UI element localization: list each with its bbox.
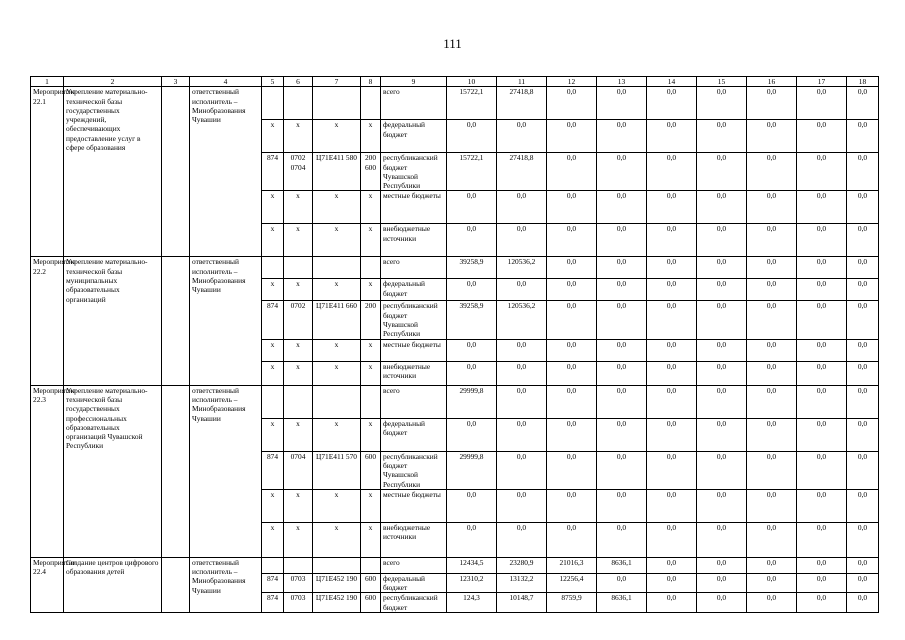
- funding-source-cell: федеральный бюджет: [381, 418, 447, 451]
- value-cell: 0,0: [697, 120, 747, 153]
- expense-type-cell: [361, 385, 381, 418]
- value-cell: 0,0: [797, 557, 847, 573]
- value-cell: 0,0: [597, 361, 647, 385]
- value-cell: 0,0: [447, 279, 497, 301]
- expense-type-cell: [361, 257, 381, 279]
- value-cell: 0,0: [797, 224, 847, 257]
- header-cell: 7: [313, 77, 361, 87]
- expense-type-cell: х: [361, 191, 381, 224]
- value-cell: 0,0: [697, 224, 747, 257]
- value-cell: 0,0: [547, 339, 597, 361]
- target-article-cell: [313, 557, 361, 573]
- value-cell: 0,0: [647, 361, 697, 385]
- target-article-cell: Ц71Е452 190: [313, 573, 361, 593]
- value-cell: 0,0: [547, 191, 597, 224]
- target-article-cell: х: [313, 522, 361, 557]
- header-cell: 2: [64, 77, 162, 87]
- funding-source-cell: республиканский бюджет Чувашской Республики: [381, 153, 447, 191]
- value-cell: 0,0: [747, 573, 797, 593]
- value-cell: 0,0: [797, 573, 847, 593]
- value-cell: 0,0: [447, 224, 497, 257]
- target-article-cell: Ц71Е411 660: [313, 301, 361, 339]
- value-cell: 0,0: [497, 191, 547, 224]
- value-cell: 0,0: [797, 361, 847, 385]
- value-cell: 0,0: [697, 451, 747, 489]
- target-article-cell: х: [313, 339, 361, 361]
- value-cell: 0,0: [497, 489, 547, 522]
- section-code-cell: х: [284, 224, 313, 257]
- value-cell: 0,0: [697, 339, 747, 361]
- value-cell: 0,0: [547, 257, 597, 279]
- value-cell: 8759,9: [547, 593, 597, 613]
- value-cell: 0,0: [597, 451, 647, 489]
- value-cell: 0,0: [447, 522, 497, 557]
- value-cell: 12434,5: [447, 557, 497, 573]
- value-cell: 0,0: [647, 489, 697, 522]
- value-cell: 0,0: [847, 279, 879, 301]
- value-cell: 0,0: [847, 489, 879, 522]
- grbs-code-cell: [262, 257, 284, 279]
- expense-type-cell: 200: [361, 301, 381, 339]
- value-cell: 0,0: [647, 224, 697, 257]
- value-cell: 0,0: [597, 120, 647, 153]
- value-cell: 0,0: [547, 224, 597, 257]
- header-cell: 1: [31, 77, 64, 87]
- section-code-cell: х: [284, 522, 313, 557]
- value-cell: 0,0: [597, 301, 647, 339]
- value-cell: 0,0: [747, 301, 797, 339]
- value-cell: 0,0: [547, 522, 597, 557]
- header-row: [31, 77, 879, 87]
- header-cell: 4: [190, 77, 262, 87]
- value-cell: 0,0: [547, 489, 597, 522]
- value-cell: 0,0: [697, 385, 747, 418]
- value-cell: 0,0: [597, 573, 647, 593]
- value-cell: 0,0: [747, 361, 797, 385]
- grbs-code-cell: х: [262, 361, 284, 385]
- value-cell: 0,0: [647, 279, 697, 301]
- value-cell: 0,0: [747, 451, 797, 489]
- value-cell: 0,0: [747, 191, 797, 224]
- expense-type-cell: 600: [361, 573, 381, 593]
- value-cell: 12310,2: [447, 573, 497, 593]
- budget-table: [30, 76, 879, 613]
- value-cell: 0,0: [747, 224, 797, 257]
- funding-source-cell: местные бюджеты: [381, 339, 447, 361]
- value-cell: 0,0: [647, 191, 697, 224]
- target-article-cell: Ц71Е411 570: [313, 451, 361, 489]
- value-cell: 0,0: [697, 279, 747, 301]
- value-cell: 0,0: [497, 451, 547, 489]
- value-cell: 0,0: [647, 87, 697, 120]
- measure-label: Мероприятие 22.2: [31, 257, 64, 385]
- value-cell: 0,0: [647, 593, 697, 613]
- value-cell: 0,0: [647, 339, 697, 361]
- target-article-cell: х: [313, 224, 361, 257]
- section-code-cell: х: [284, 191, 313, 224]
- value-cell: 0,0: [497, 120, 547, 153]
- target-article-cell: [313, 257, 361, 279]
- expense-type-cell: х: [361, 361, 381, 385]
- section-code-cell: [284, 257, 313, 279]
- funding-source-cell: республиканский бюджет: [381, 593, 447, 613]
- value-cell: 0,0: [647, 153, 697, 191]
- value-cell: 27418,8: [497, 87, 547, 120]
- value-cell: 13132,2: [497, 573, 547, 593]
- value-cell: 0,0: [697, 153, 747, 191]
- grbs-code-cell: х: [262, 191, 284, 224]
- grbs-code-cell: [262, 385, 284, 418]
- value-cell: 0,0: [797, 339, 847, 361]
- expense-type-cell: 600: [361, 451, 381, 489]
- value-cell: 0,0: [697, 87, 747, 120]
- expense-type-cell: х: [361, 489, 381, 522]
- grbs-code-cell: 874: [262, 573, 284, 593]
- value-cell: 0,0: [697, 593, 747, 613]
- value-cell: 0,0: [547, 385, 597, 418]
- value-cell: 0,0: [547, 301, 597, 339]
- grbs-code-cell: х: [262, 522, 284, 557]
- value-cell: 0,0: [797, 279, 847, 301]
- value-cell: 0,0: [797, 301, 847, 339]
- header-cell: 10: [447, 77, 497, 87]
- header-cell: 6: [284, 77, 313, 87]
- value-cell: 0,0: [597, 257, 647, 279]
- value-cell: 0,0: [847, 191, 879, 224]
- value-cell: 0,0: [497, 224, 547, 257]
- header-cell: 15: [697, 77, 747, 87]
- funding-source-cell: внебюджетные источники: [381, 224, 447, 257]
- value-cell: 0,0: [747, 279, 797, 301]
- value-cell: 0,0: [547, 451, 597, 489]
- grbs-code-cell: х: [262, 120, 284, 153]
- value-cell: 0,0: [447, 120, 497, 153]
- value-cell: 0,0: [597, 87, 647, 120]
- section-code-cell: х: [284, 339, 313, 361]
- value-cell: 0,0: [747, 557, 797, 573]
- section-code-cell: х: [284, 120, 313, 153]
- expense-type-cell: х: [361, 339, 381, 361]
- value-cell: 0,0: [597, 339, 647, 361]
- value-cell: 0,0: [697, 301, 747, 339]
- expense-type-cell: [361, 557, 381, 573]
- funding-source-cell: всего: [381, 87, 447, 120]
- value-cell: 0,0: [797, 257, 847, 279]
- measure-col3: [162, 385, 190, 557]
- value-cell: 0,0: [847, 573, 879, 593]
- grbs-code-cell: х: [262, 279, 284, 301]
- value-cell: 10148,7: [497, 593, 547, 613]
- header-cell: 17: [797, 77, 847, 87]
- value-cell: 0,0: [497, 385, 547, 418]
- value-cell: 29999,8: [447, 385, 497, 418]
- value-cell: 0,0: [847, 361, 879, 385]
- value-cell: 0,0: [647, 301, 697, 339]
- expense-type-cell: х: [361, 279, 381, 301]
- value-cell: 15722,1: [447, 87, 497, 120]
- value-cell: 23280,9: [497, 557, 547, 573]
- section-code-cell: [284, 87, 313, 120]
- value-cell: 0,0: [847, 224, 879, 257]
- value-cell: 0,0: [697, 489, 747, 522]
- value-cell: 0,0: [697, 557, 747, 573]
- value-cell: 0,0: [547, 361, 597, 385]
- funding-source-cell: всего: [381, 385, 447, 418]
- value-cell: 0,0: [647, 120, 697, 153]
- value-cell: 0,0: [547, 418, 597, 451]
- value-cell: 0,0: [797, 87, 847, 120]
- value-cell: 0,0: [597, 279, 647, 301]
- section-code-cell: 0702: [284, 301, 313, 339]
- target-article-cell: х: [313, 191, 361, 224]
- value-cell: 0,0: [697, 522, 747, 557]
- value-cell: 0,0: [597, 489, 647, 522]
- value-cell: 0,0: [747, 385, 797, 418]
- value-cell: 0,0: [847, 451, 879, 489]
- value-cell: 0,0: [497, 361, 547, 385]
- target-article-cell: Ц71Е411 580: [313, 153, 361, 191]
- measure-executor: ответственный исполнитель – Минобразования Чувашии: [190, 87, 262, 257]
- value-cell: 0,0: [697, 257, 747, 279]
- target-article-cell: х: [313, 489, 361, 522]
- measure-executor: ответственный исполнитель – Минобразования Чувашии: [190, 385, 262, 557]
- expense-type-cell: х: [361, 418, 381, 451]
- funding-source-cell: местные бюджеты: [381, 191, 447, 224]
- header-cell: 8: [361, 77, 381, 87]
- header-cell: 5: [262, 77, 284, 87]
- measure-description: Создание центров цифрового образования детей: [64, 557, 162, 612]
- measure-label: Мероприятие 22.4: [31, 557, 64, 612]
- funding-source-cell: республиканский бюджет Чувашской Республики: [381, 301, 447, 339]
- value-cell: 120536,2: [497, 257, 547, 279]
- funding-source-cell: внебюджетные источники: [381, 361, 447, 385]
- section-code-cell: 0703: [284, 573, 313, 593]
- header-cell: 14: [647, 77, 697, 87]
- value-cell: 0,0: [547, 87, 597, 120]
- expense-type-cell: х: [361, 522, 381, 557]
- value-cell: 0,0: [697, 361, 747, 385]
- value-cell: 120536,2: [497, 301, 547, 339]
- value-cell: 0,0: [847, 418, 879, 451]
- grbs-code-cell: 874: [262, 451, 284, 489]
- section-code-cell: х: [284, 361, 313, 385]
- value-cell: 0,0: [847, 257, 879, 279]
- value-cell: 0,0: [447, 191, 497, 224]
- funding-source-cell: федеральный бюджет: [381, 279, 447, 301]
- value-cell: 0,0: [847, 87, 879, 120]
- value-cell: 0,0: [847, 339, 879, 361]
- measure-description: Укрепление материально-технической базы государственных учреждений, обеспечивающих предоставление услуг в сфере образования: [64, 87, 162, 257]
- value-cell: 0,0: [697, 573, 747, 593]
- value-cell: 0,0: [497, 522, 547, 557]
- table-body: [31, 77, 879, 613]
- table-row: [31, 87, 879, 120]
- value-cell: 0,0: [847, 522, 879, 557]
- header-cell: 3: [162, 77, 190, 87]
- value-cell: 0,0: [747, 257, 797, 279]
- grbs-code-cell: [262, 557, 284, 573]
- value-cell: 8636,1: [597, 557, 647, 573]
- value-cell: 0,0: [797, 385, 847, 418]
- value-cell: 0,0: [647, 573, 697, 593]
- value-cell: 0,0: [547, 279, 597, 301]
- section-code-cell: х: [284, 489, 313, 522]
- value-cell: 12256,4: [547, 573, 597, 593]
- funding-source-cell: местные бюджеты: [381, 489, 447, 522]
- measure-label: Мероприятие 22.1: [31, 87, 64, 257]
- value-cell: 0,0: [447, 361, 497, 385]
- header-cell: 9: [381, 77, 447, 87]
- value-cell: 0,0: [547, 153, 597, 191]
- grbs-code-cell: 874: [262, 153, 284, 191]
- value-cell: 0,0: [747, 418, 797, 451]
- target-article-cell: [313, 385, 361, 418]
- value-cell: 0,0: [797, 120, 847, 153]
- target-article-cell: х: [313, 120, 361, 153]
- target-article-cell: х: [313, 279, 361, 301]
- funding-source-cell: республиканский бюджет Чувашской Республики: [381, 451, 447, 489]
- expense-type-cell: х: [361, 224, 381, 257]
- grbs-code-cell: х: [262, 339, 284, 361]
- section-code-cell: 0703: [284, 593, 313, 613]
- target-article-cell: х: [313, 418, 361, 451]
- measure-col3: [162, 557, 190, 612]
- value-cell: 0,0: [797, 522, 847, 557]
- value-cell: 0,0: [747, 593, 797, 613]
- expense-type-cell: 200 600: [361, 153, 381, 191]
- value-cell: 0,0: [447, 489, 497, 522]
- expense-type-cell: х: [361, 120, 381, 153]
- value-cell: 0,0: [797, 593, 847, 613]
- funding-source-cell: всего: [381, 257, 447, 279]
- measure-executor: ответственный исполнитель – Минобразования Чувашии: [190, 557, 262, 612]
- grbs-code-cell: х: [262, 489, 284, 522]
- measure-description: Укрепление материально-технической базы муниципальных образовательных организаций: [64, 257, 162, 385]
- header-cell: 13: [597, 77, 647, 87]
- section-code-cell: х: [284, 279, 313, 301]
- value-cell: 0,0: [447, 339, 497, 361]
- measure-executor: ответственный исполнитель – Минобразования Чувашии: [190, 257, 262, 385]
- value-cell: 124,3: [447, 593, 497, 613]
- table-row: [31, 257, 879, 279]
- target-article-cell: х: [313, 361, 361, 385]
- value-cell: 0,0: [747, 153, 797, 191]
- value-cell: 21016,3: [547, 557, 597, 573]
- value-cell: 0,0: [747, 489, 797, 522]
- header-cell: 16: [747, 77, 797, 87]
- target-article-cell: [313, 87, 361, 120]
- value-cell: 0,0: [647, 557, 697, 573]
- header-cell: 18: [847, 77, 879, 87]
- funding-source-cell: федеральный бюджет: [381, 573, 447, 593]
- value-cell: 0,0: [797, 489, 847, 522]
- value-cell: 39258,9: [447, 257, 497, 279]
- value-cell: 0,0: [797, 191, 847, 224]
- value-cell: 0,0: [647, 385, 697, 418]
- grbs-code-cell: 874: [262, 593, 284, 613]
- header-cell: 11: [497, 77, 547, 87]
- expense-type-cell: [361, 87, 381, 120]
- value-cell: 0,0: [447, 418, 497, 451]
- value-cell: 0,0: [597, 385, 647, 418]
- value-cell: 0,0: [847, 557, 879, 573]
- value-cell: 15722,1: [447, 153, 497, 191]
- value-cell: 0,0: [597, 191, 647, 224]
- value-cell: 8636,1: [597, 593, 647, 613]
- value-cell: 0,0: [847, 593, 879, 613]
- value-cell: 0,0: [597, 224, 647, 257]
- value-cell: 0,0: [747, 120, 797, 153]
- section-code-cell: [284, 557, 313, 573]
- grbs-code-cell: х: [262, 418, 284, 451]
- value-cell: 0,0: [647, 451, 697, 489]
- table-row: [31, 557, 879, 573]
- section-code-cell: [284, 385, 313, 418]
- value-cell: 0,0: [747, 522, 797, 557]
- grbs-code-cell: 874: [262, 301, 284, 339]
- value-cell: 0,0: [847, 385, 879, 418]
- value-cell: 0,0: [597, 153, 647, 191]
- expense-type-cell: 600: [361, 593, 381, 613]
- value-cell: 0,0: [497, 339, 547, 361]
- section-code-cell: 0704: [284, 451, 313, 489]
- page-number: 111: [443, 36, 462, 51]
- value-cell: 0,0: [697, 191, 747, 224]
- value-cell: 0,0: [797, 418, 847, 451]
- measure-col3: [162, 87, 190, 257]
- target-article-cell: Ц71Е452 190: [313, 593, 361, 613]
- table-row: [31, 385, 879, 418]
- value-cell: 0,0: [547, 120, 597, 153]
- value-cell: 0,0: [697, 418, 747, 451]
- value-cell: 0,0: [747, 339, 797, 361]
- value-cell: 0,0: [797, 451, 847, 489]
- value-cell: 0,0: [497, 418, 547, 451]
- funding-source-cell: федеральный бюджет: [381, 120, 447, 153]
- measure-col3: [162, 257, 190, 385]
- value-cell: 0,0: [597, 418, 647, 451]
- value-cell: 0,0: [747, 87, 797, 120]
- value-cell: 0,0: [597, 522, 647, 557]
- section-code-cell: х: [284, 418, 313, 451]
- value-cell: 27418,8: [497, 153, 547, 191]
- funding-source-cell: внебюджетные источники: [381, 522, 447, 557]
- grbs-code-cell: х: [262, 224, 284, 257]
- value-cell: 0,0: [647, 522, 697, 557]
- measure-description: Укрепление материально-технической базы государственных профессиональных образовательных организаций Чувашской Республики: [64, 385, 162, 557]
- value-cell: 0,0: [497, 279, 547, 301]
- value-cell: 0,0: [647, 257, 697, 279]
- value-cell: 0,0: [647, 418, 697, 451]
- funding-source-cell: всего: [381, 557, 447, 573]
- value-cell: 0,0: [797, 153, 847, 191]
- value-cell: 39258,9: [447, 301, 497, 339]
- section-code-cell: 0702 0704: [284, 153, 313, 191]
- value-cell: 0,0: [847, 301, 879, 339]
- measure-label: Мероприятие 22.3: [31, 385, 64, 557]
- grbs-code-cell: [262, 87, 284, 120]
- value-cell: 0,0: [847, 153, 879, 191]
- header-cell: 12: [547, 77, 597, 87]
- value-cell: 0,0: [847, 120, 879, 153]
- value-cell: 29999,8: [447, 451, 497, 489]
